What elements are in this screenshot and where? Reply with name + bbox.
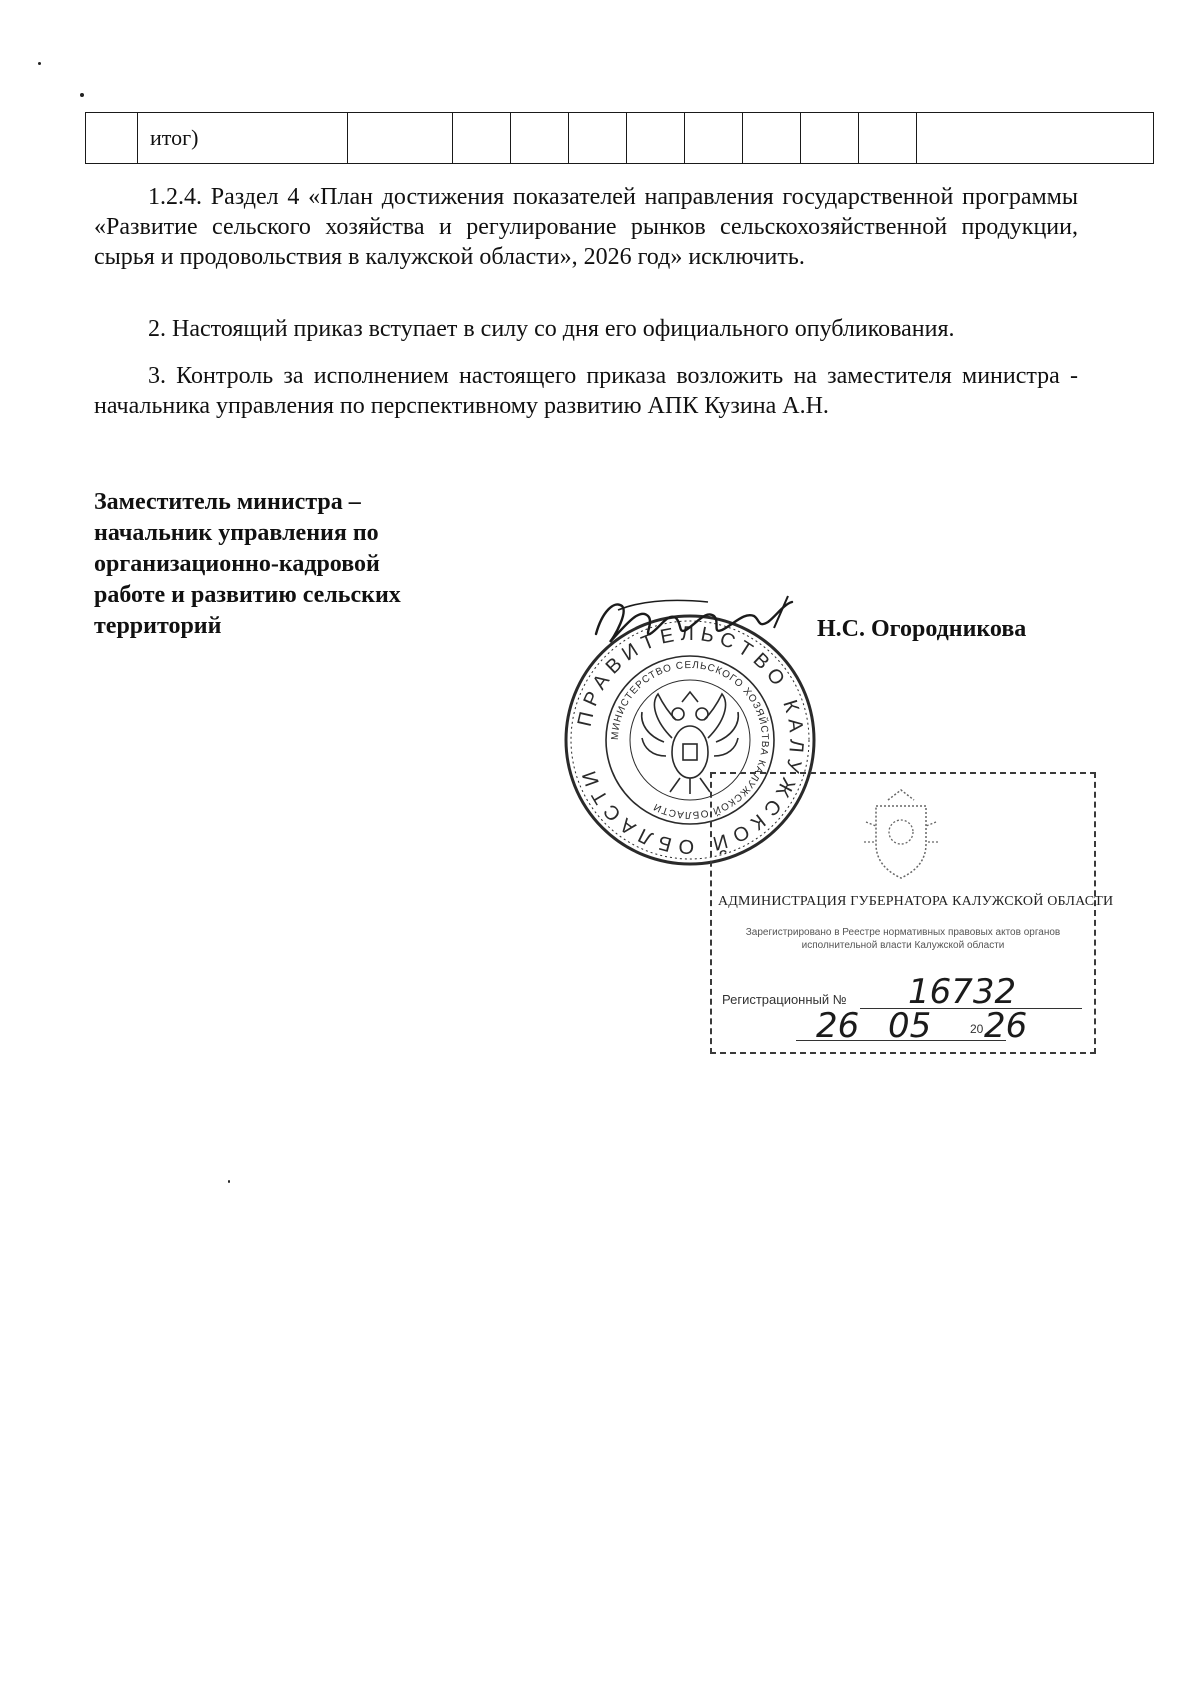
signatory-title: Заместитель министра – начальник управления по организационно-кадровой работе и развитию сельских территорий bbox=[94, 489, 401, 639]
registration-stamp bbox=[710, 772, 1114, 1054]
table-cell bbox=[348, 113, 453, 164]
paragraph-effective-date: 2. Настоящий приказ вступает в силу со дня его официального опубликования. bbox=[148, 316, 955, 342]
table-cell bbox=[569, 113, 627, 164]
handwritten-signature bbox=[588, 582, 798, 662]
signatory-name: Н.С. Огородникова bbox=[817, 616, 1027, 642]
table-cell bbox=[627, 113, 685, 164]
registration-organization: АДМИНИСТРАЦИЯ ГУБЕРНАТОРА КАЛУЖСКОЙ ОБЛАСТИ bbox=[718, 894, 1114, 909]
table-cell bbox=[511, 113, 569, 164]
paragraph-control: 3. Контроль за исполнением настоящего приказа возложить на заместителя министра - начальника управления по перспективному развитию АПК Кузина А.Н. bbox=[94, 363, 1078, 419]
seal-inner-text: МИНИСТЕРСТВО СЕЛЬСКОГО ХОЗЯЙСТВА КАЛУЖСКОЙ ОБЛАСТИ bbox=[609, 659, 771, 821]
table-cell bbox=[801, 113, 859, 164]
table-row bbox=[86, 113, 1154, 164]
table-fragment bbox=[85, 112, 1154, 164]
table-cell bbox=[743, 113, 801, 164]
table-cell bbox=[917, 113, 1154, 164]
table-cell bbox=[453, 113, 511, 164]
table-cell bbox=[859, 113, 917, 164]
coat-of-arms-icon bbox=[858, 786, 944, 882]
registration-number: 16732 bbox=[908, 972, 1017, 1012]
table-cell: итог) bbox=[138, 113, 348, 164]
registration-number-label: Регистрационный № bbox=[722, 992, 847, 1007]
scan-speck bbox=[228, 1180, 230, 1183]
seal-outer-text: ПРАВИТЕЛЬСТВО КАЛУЖСКОЙ ОБЛАСТИ bbox=[573, 622, 808, 858]
registration-note: Зарегистрировано в Реестре нормативных правовых актов органов исполнительной власти Калужской области bbox=[745, 927, 1061, 951]
scan-speck bbox=[80, 93, 84, 97]
registration-date-month: 05 bbox=[888, 1006, 932, 1046]
paragraph-section-4: 1.2.4. Раздел 4 «План достижения показателей направления государственной программы «Развитие сельского хозяйства и регулирование рынков сельскохозяйственной продукции, сырья и продовольствия в калужской области», 2026 год» исключить. bbox=[94, 184, 1078, 270]
registration-year-prefix: 20 bbox=[970, 1022, 984, 1036]
table-cell bbox=[685, 113, 743, 164]
registration-date-year: 26 bbox=[984, 1006, 1028, 1046]
registration-date-day: 26 bbox=[816, 1006, 860, 1046]
table-cell bbox=[86, 113, 138, 164]
scan-speck bbox=[38, 62, 41, 65]
